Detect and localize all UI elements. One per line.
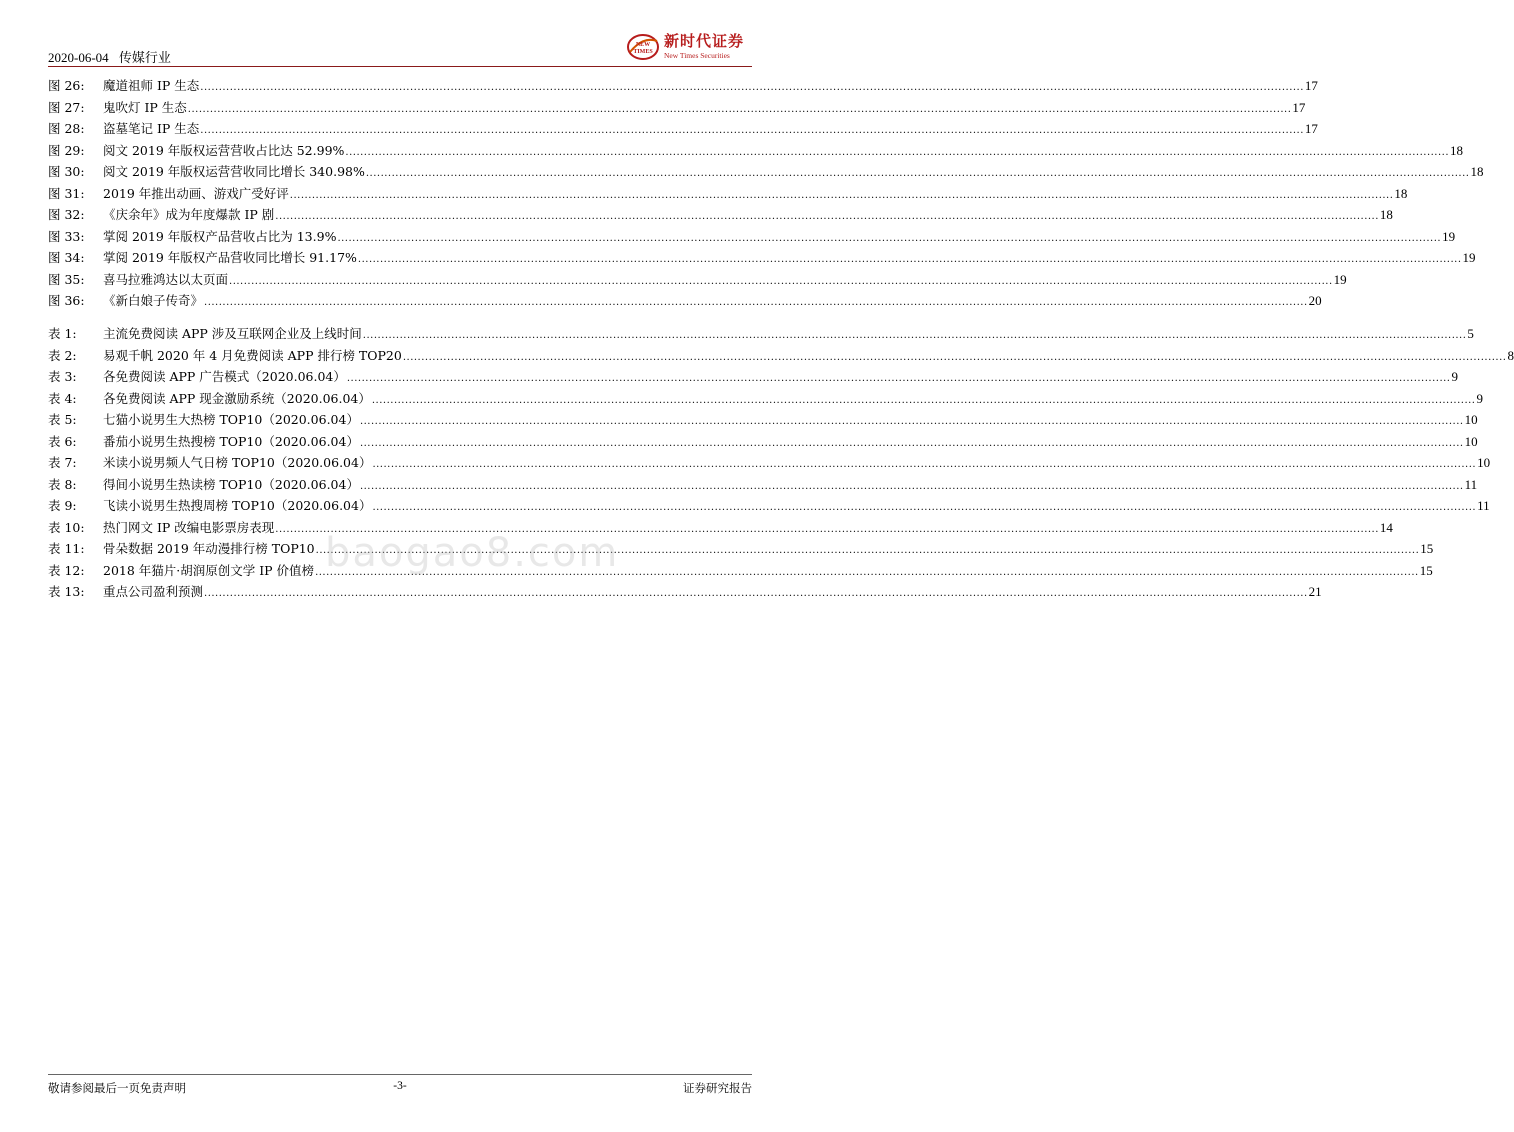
table-entry[interactable]	[48, 366, 1458, 388]
table-entry-page: 14	[1379, 519, 1393, 535]
figure-entry-label: 图 32:	[48, 207, 85, 222]
logo-chinese-name: 新时代证券	[664, 32, 745, 51]
figure-entry-page: 19	[1333, 271, 1347, 287]
dot-leader: ............................................................................................................................................................................................................................................................................................................	[204, 588, 1308, 599]
dot-leader: ............................................................................................................................................................................................................................................................................................................	[337, 232, 1442, 244]
table-entry-page: 15	[1420, 541, 1434, 556]
figure-entry-page: 18	[1470, 164, 1484, 179]
table-entry-title: 米读小说男频人气日榜 TOP10（2020.06.04）	[103, 455, 372, 470]
dot-leader: ............................................................................................................................................................................................................................................................................................................	[346, 373, 1451, 384]
figure-entry[interactable]	[48, 140, 1464, 162]
table-entry-label: 表 11:	[48, 541, 85, 556]
table-entry-page: 5	[1467, 326, 1474, 341]
table-entry-label: 表 2:	[48, 347, 77, 363]
table-entry-title: 七猫小说男生大热榜 TOP10（2020.06.04）	[103, 412, 359, 427]
figure-entry-title: 掌阅 2019 年版权产品营收同比增长 91.17%	[103, 250, 357, 265]
dot-leader: ............................................................................................................................................................................................................................................................................................................	[359, 437, 1464, 449]
table-entry-label: 表 12:	[48, 562, 85, 578]
report-date: 2020-06-04	[48, 50, 109, 65]
table-entry-label: 表 8:	[48, 476, 77, 492]
figure-entry-page: 17	[1292, 99, 1306, 115]
table-entry-page: 11	[1464, 476, 1478, 492]
dot-leader: ............................................................................................................................................................................................................................................................................................................	[402, 351, 1507, 363]
svg-text:NEW: NEW	[635, 42, 651, 48]
table-entry-title: 热门网文 IP 改编电影票房表现	[103, 519, 275, 535]
table-entry-title: 2018 年猫片·胡润原创文学 IP 价值榜	[103, 562, 315, 578]
figure-entry-title: 阅文 2019 年版权运营营收占比达 52.99%	[103, 142, 345, 158]
figure-entry-label: 图 30:	[48, 164, 85, 179]
table-entry[interactable]	[48, 452, 1491, 474]
logo-english-name: New Times Securities	[664, 51, 730, 61]
table-entry-page: 10	[1464, 412, 1478, 427]
figure-entry[interactable]	[48, 269, 1347, 291]
dot-leader: ............................................................................................................................................................................................................................................................................................................	[362, 330, 1467, 341]
header-divider	[48, 66, 752, 67]
figure-index	[48, 75, 1484, 312]
dot-leader: ............................................................................................................................................................................................................................................................................................................	[275, 523, 1379, 535]
figure-entry-label: 图 26:	[48, 78, 85, 93]
dot-leader: ............................................................................................................................................................................................................................................................................................................	[372, 502, 1477, 513]
figure-entry[interactable]	[48, 183, 1408, 205]
page-number: -3-	[393, 1080, 407, 1092]
footer-divider	[48, 1074, 752, 1075]
figure-entry[interactable]	[48, 290, 1322, 312]
dot-leader: ............................................................................................................................................................................................................................................................................................................	[315, 566, 1419, 578]
dot-leader: ............................................................................................................................................................................................................................................................................................................	[275, 211, 1379, 222]
dot-leader: ............................................................................................................................................................................................................................................................................................................	[359, 416, 1464, 427]
table-entry-label: 表 7:	[48, 455, 77, 470]
table-entry[interactable]	[48, 495, 1490, 517]
figure-entry[interactable]	[48, 247, 1476, 269]
dot-leader: ............................................................................................................................................................................................................................................................................................................	[345, 146, 1450, 158]
table-entry-title: 骨朵数据 2019 年动漫排行榜 TOP10	[103, 541, 315, 556]
figure-entry-label: 图 34:	[48, 250, 85, 265]
table-entry-label: 表 13:	[48, 584, 85, 599]
new-times-logo-icon	[626, 32, 660, 62]
figure-entry-label: 图 33:	[48, 228, 85, 244]
figure-entry-page: 18	[1379, 207, 1393, 222]
dot-leader: ............................................................................................................................................................................................................................................................................................................	[289, 189, 1394, 201]
dot-leader: ............................................................................................................................................................................................................................................................................................................	[204, 297, 1308, 308]
figure-entry[interactable]	[48, 161, 1484, 183]
table-entry-label: 表 9:	[48, 498, 77, 513]
figure-entry-title: 《新白娘子传奇》	[103, 293, 204, 308]
table-entry-page: 8	[1507, 347, 1514, 363]
figure-entry[interactable]	[48, 97, 1306, 119]
figure-entry-label: 图 29:	[48, 142, 85, 158]
figure-entry-page: 19	[1462, 250, 1476, 265]
table-entry-page: 10	[1464, 433, 1478, 449]
table-entry[interactable]	[48, 474, 1478, 496]
svg-text:TIMES: TIMES	[633, 49, 653, 55]
table-entry[interactable]	[48, 323, 1474, 345]
table-entry-page: 10	[1477, 455, 1491, 470]
dot-leader: ............................................................................................................................................................................................................................................................................................................	[372, 459, 1477, 470]
figure-entry-label: 图 35:	[48, 271, 85, 287]
dot-leader: ............................................................................................................................................................................................................................................................................................................	[359, 480, 1464, 492]
table-entry-page: 9	[1476, 390, 1483, 406]
table-entry-label: 表 1:	[48, 326, 77, 341]
figure-entry-label: 图 28:	[48, 121, 85, 136]
table-entry-label: 表 6:	[48, 433, 77, 449]
figure-entry-label: 图 36:	[48, 293, 85, 308]
table-entry-label: 表 4:	[48, 390, 77, 406]
table-entry[interactable]	[48, 345, 1514, 367]
table-entry-title: 各免费阅读 APP 现金激励系统（2020.06.04）	[103, 390, 371, 406]
table-entry-page: 15	[1419, 562, 1433, 578]
dot-leader: ............................................................................................................................................................................................................................................................................................................	[365, 168, 1470, 179]
figure-entry-page: 17	[1304, 78, 1318, 93]
table-entry[interactable]	[48, 431, 1478, 453]
figure-entry-page: 17	[1304, 121, 1318, 136]
dot-leader: ............................................................................................................................................................................................................................................................................................................	[229, 275, 1333, 287]
dot-leader: ............................................................................................................................................................................................................................................................................................................	[187, 103, 1292, 115]
figure-entry-title: 2019 年推出动画、游戏广受好评	[103, 185, 289, 201]
figure-entry-title: 魔道祖师 IP 生态	[103, 78, 200, 93]
figure-entry-title: 盗墓笔记 IP 生态	[103, 121, 200, 136]
table-entry-title: 易观千帆 2020 年 4 月免费阅读 APP 排行榜 TOP20	[103, 347, 402, 363]
figure-entry[interactable]	[48, 226, 1456, 248]
industry-label: 传媒行业	[118, 51, 171, 66]
figure-entry[interactable]	[48, 118, 1318, 140]
table-entry-title: 主流免费阅读 APP 涉及互联网企业及上线时间	[103, 326, 362, 341]
figure-entry-title: 掌阅 2019 年版权产品营收占比为 13.9%	[103, 228, 337, 244]
figure-entry-title: 鬼吹灯 IP 生态	[103, 99, 187, 115]
figure-entry[interactable]	[48, 75, 1318, 97]
figure-entry-label: 图 31:	[48, 185, 85, 201]
dot-leader: ............................................................................................................................................................................................................................................................................................................	[357, 254, 1462, 265]
table-entry-page: 21	[1308, 584, 1322, 599]
figure-entry-page: 18	[1394, 185, 1408, 201]
figure-entry-label: 图 27:	[48, 99, 85, 115]
figure-entry-page: 18	[1450, 142, 1464, 158]
dot-leader: ............................................................................................................................................................................................................................................................................................................	[315, 545, 1420, 556]
table-entry-title: 番茄小说男生热搜榜 TOP10（2020.06.04）	[103, 433, 359, 449]
table-entry-page: 11	[1477, 498, 1490, 513]
figure-entry-title: 阅文 2019 年版权运营营收同比增长 340.98%	[103, 164, 365, 179]
dot-leader: ............................................................................................................................................................................................................................................................................................................	[200, 82, 1304, 93]
table-entry-page: 9	[1451, 369, 1458, 384]
table-entry-label: 表 5:	[48, 412, 77, 427]
table-entry-title: 飞读小说男生热搜周榜 TOP10（2020.06.04）	[103, 498, 372, 513]
table-entry-title: 得间小说男生热读榜 TOP10（2020.06.04）	[103, 476, 359, 492]
figure-entry[interactable]	[48, 204, 1393, 226]
report-type: 证券研究报告	[683, 1081, 752, 1095]
table-entry-title: 各免费阅读 APP 广告模式（2020.06.04）	[103, 369, 346, 384]
watermark: baogao8.com	[325, 530, 620, 576]
disclaimer-note: 敬请参阅最后一页免责声明	[48, 1081, 186, 1095]
figure-entry-title: 喜马拉雅鸿达以太页面	[103, 271, 229, 287]
table-entry[interactable]	[48, 581, 1322, 603]
table-entry-title: 重点公司盈利预测	[103, 584, 204, 599]
dot-leader: ............................................................................................................................................................................................................................................................................................................	[371, 394, 1476, 406]
company-logo	[626, 30, 752, 64]
figure-entry-page: 19	[1442, 228, 1456, 244]
table-entry-label: 表 3:	[48, 369, 77, 384]
table-entry-label: 表 10:	[48, 519, 85, 535]
figure-entry-page: 20	[1308, 293, 1322, 308]
header-meta	[48, 47, 171, 66]
table-entry[interactable]	[48, 388, 1483, 410]
figure-entry-title: 《庆余年》成为年度爆款 IP 剧	[103, 207, 275, 222]
dot-leader: ............................................................................................................................................................................................................................................................................................................	[200, 125, 1304, 136]
table-entry[interactable]	[48, 409, 1478, 431]
